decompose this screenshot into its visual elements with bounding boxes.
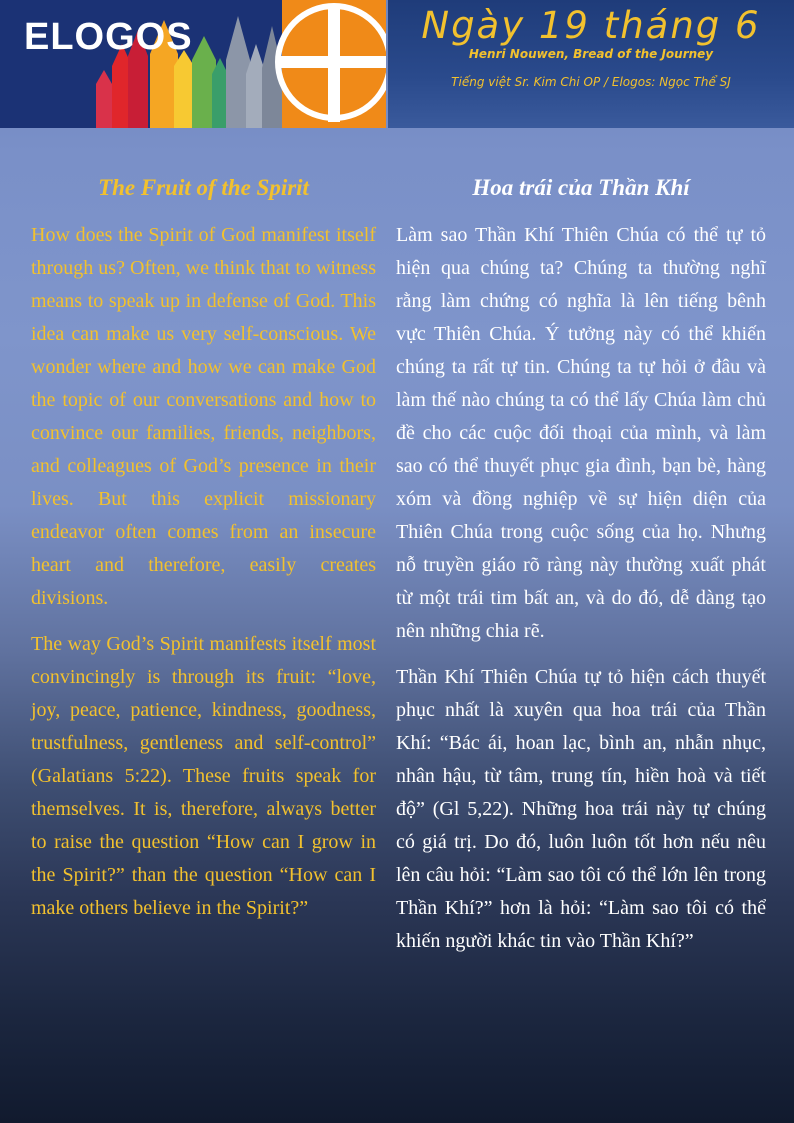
vietnamese-paragraph-1: Làm sao Thần Khí Thiên Chúa có thể tự tỏ hiện qua chúng ta? Chúng ta thường nghĩ rằng làm chứng có nghĩa là lên tiếng bênh vực Thiên Chúa. Ý tưởng này có thể khiến chúng ta rất tự tin. Chúng ta tự hỏi ở đâu và làm thế nào chúng ta có thể lấy Chúa làm chủ đề cho các cuộc đối thoại của mình, và làm sao có thể thuyết phục gia đình, bạn bè, hàng xóm và đồng nghiệp về sự hiện diện của Thiên Chúa trong cuộc sống của họ. Nhưng nỗ truyền giáo rõ ràng này thường xuất phát từ một trái tim bất an, và do đó, dễ dàng tạo nên những chia rẽ. <box>396 224 766 642</box>
brand-logo-text: ELOGOS <box>24 16 193 58</box>
vietnamese-title: Hoa trái của Thần Khí <box>472 175 690 200</box>
date-title: Ngày 19 tháng 6 <box>421 4 761 47</box>
translator-credit: Tiếng việt Sr. Kim Chi OP / Elogos: Ngọc Thể SJ <box>451 75 731 89</box>
title-panel <box>388 0 794 128</box>
vietnamese-paragraph-2: Thần Khí Thiên Chúa tự tỏ hiện cách thuyết phục nhất là xuyên qua hoa trái của Thần Khí: “Bác ái, hoan lạc, bình an, nhẫn nhục, nhân hậu, từ tâm, trung tín, hiền hoà và tiết độ” (Gl 5,22). Những hoa trái này tự chúng có giá trị. Do đó, luôn luôn tốt hơn nếu nêu lên câu hỏi: “Làm sao tôi có thể lớn lên trong Thần Khí?” hơn là hỏi: “Làm sao tôi có thể khiến người khác tin vào Thần Khí?” <box>396 666 766 952</box>
english-paragraph-2: The way God’s Spirit manifests itself most convincingly is through its fruit: “love, joy, peace, patience, kindness, goodness, trustfulness, gentleness and self-control” (Galatians 5:22). These fruits speak for themselves. It is, therefore, always better to raise the question “How can I grow in the Spirit?” than the question “How can I make others believe in the Spirit?” <box>31 633 376 919</box>
vietnamese-column <box>396 175 766 971</box>
source-credit: Henri Nouwen, Bread of the Journey <box>468 47 714 61</box>
header-banner <box>0 0 794 128</box>
english-column <box>31 175 376 938</box>
english-title: The Fruit of the Spirit <box>98 175 309 200</box>
logo-panel <box>0 0 386 128</box>
english-paragraph-1: How does the Spirit of God manifest itself through us? Often, we think that to witness means to speak up in defense of God. This idea can make us very self-conscious. We wonder where and how we can make God the topic of our conversations and how to convince our families, friends, neighbors, and colleagues of God’s presence in their lives. But this explicit missionary endeavor often comes from an insecure heart and therefore, easily creates divisions. <box>31 224 376 609</box>
